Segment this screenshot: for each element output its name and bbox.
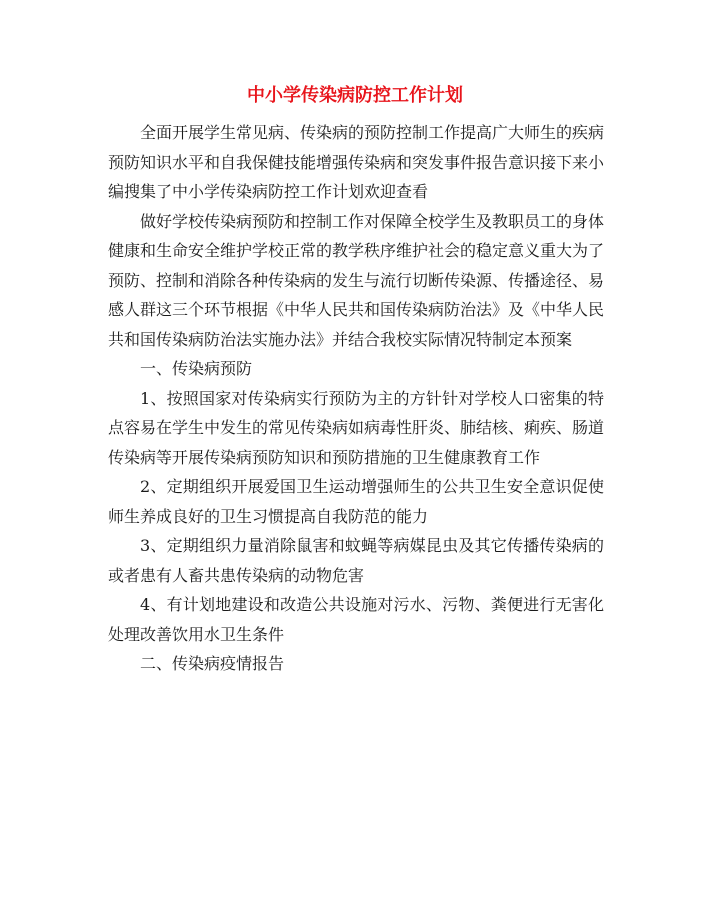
document-body [108, 118, 604, 679]
section-heading-prevention: 一、传染病预防 [140, 359, 253, 378]
purpose-paragraph: 做好学校传染病预防和控制工作对保障全校学生及教职员工的身体健康和生命安全维护学校正常的教学秩序维护社会的稳定意义重大为了预防、控制和消除各种传染病的发生与流行切断传染源、传播途径、易感人群这三个环节根据《中华人民共和国传染病防治法》及《中华人民共和国传染病防治法实施办法》并结合我校实际情况特制定本预案 [108, 211, 605, 349]
prevention-item-3: 3、定期组织力量消除鼠害和蚊蝇等病媒昆虫及其它传播传染病的或者患有人畜共患传染病的动物危害 [108, 536, 604, 585]
section-heading-reporting: 二、传染病疫情报告 [140, 654, 285, 673]
prevention-item-1: 1、按照国家对传染病实行预防为主的方针针对学校人口密集的特点容易在学生中发生的常见传染病如病毒性肝炎、肺结核、痢疾、肠道传染病等开展传染病预防知识和预防措施的卫生健康教育工作 [108, 388, 605, 467]
prevention-item-2: 2、定期组织开展爱国卫生运动增强师生的公共卫生安全意识促使师生养成良好的卫生习惯提高自我防范的能力 [108, 477, 604, 526]
prevention-item-4: 4、有计划地建设和改造公共设施对污水、污物、粪便进行无害化处理改善饮用水卫生条件 [108, 595, 604, 644]
document-title: 中小学传染病防控工作计划 [247, 85, 463, 106]
intro-paragraph: 全面开展学生常见病、传染病的预防控制工作提高广大师生的疾病预防知识水平和自我保健技能增强传染病和突发事件报告意识接下来小编搜集了中小学传染病防控工作计划欢迎查看 [108, 123, 605, 201]
